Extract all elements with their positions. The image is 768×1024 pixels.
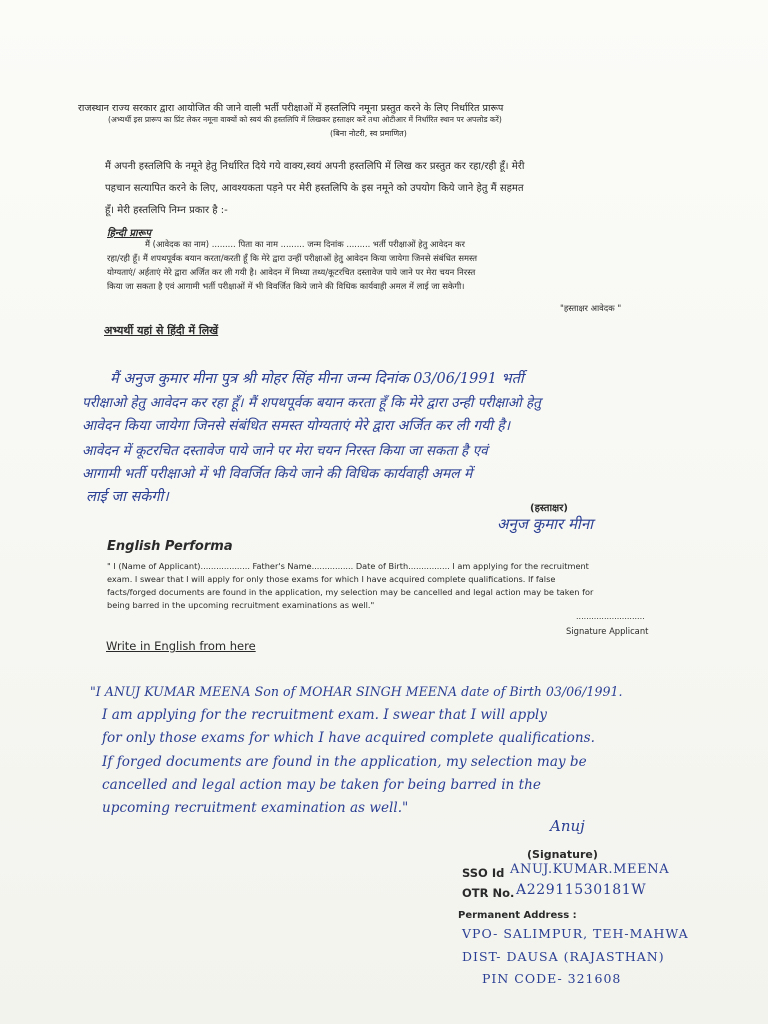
form-subtitle: (अभ्यर्थी इस प्रारूप का प्रिंट लेकर नमूना वाक्यों को स्वयं की हस्तलिपि में लिखकर हस्ताक्षर करें तथा ओटीआर में निर्धारित स्थान पर अपलोड करें)	[108, 115, 502, 124]
english-hand-line-1: "I ANUJ KUMAR MEENA Son of MOHAR SINGH MEENA date of Birth 03/06/1991.	[90, 684, 623, 699]
sso-id-value: ANUJ.KUMAR.MEENA	[510, 862, 670, 877]
hindi-format-line-4: किया जा सकता है एवं आगामी भर्ती परीक्षाओं में भी विवर्जित किये जाने की विधिक कार्यवाही अमल में लाई जा सकेगी।	[107, 281, 465, 291]
english-hand-line-5: cancelled and legal action may be taken for being barred in the	[102, 777, 541, 793]
sso-id-label: SSO Id	[462, 866, 505, 880]
english-write-heading: Write in English from here	[106, 639, 256, 653]
otr-no-value: A22911530181W	[516, 882, 647, 898]
hindi-hand-line-6: लाई जा सकेगी।	[86, 489, 169, 505]
english-signature-label: Signature Applicant	[566, 626, 649, 636]
hindi-handwritten-text	[82, 368, 732, 508]
permanent-address-label: Permanent Address :	[458, 910, 577, 921]
english-hand-line-2: I am applying for the recruitment exam. I swear that I will apply	[102, 707, 547, 723]
hindi-format-heading: हिन्दी प्रारूप	[107, 228, 152, 239]
english-format-line-1: " I (Name of Applicant)................... Father's Name................ Date of Birth................ I am applying for the recruitment	[107, 561, 589, 571]
english-format-line-4: being barred in the upcoming recruitment examinations as well."	[107, 600, 375, 610]
english-hand-line-3: for only those exams for which I have acquired complete qualifications.	[102, 730, 595, 746]
english-signature-dots: ...........................	[576, 612, 645, 621]
hindi-hand-line-5: आगामी भर्ती परीक्षाओ में भी विवर्जित किये जाने की विधिक कार्यवाही अमल में	[82, 466, 473, 482]
hindi-write-heading: अभ्यर्थी यहां से हिंदी में लिखें	[104, 324, 219, 337]
intro-line-3: हूँ। मेरी हस्तलिपि निम्न प्रकार है :-	[105, 205, 228, 216]
address-line-3: PIN CODE- 321608	[482, 971, 622, 986]
hindi-format-line-1: मैं (आवेदक का नाम) ......... पिता का नाम ......... जन्म दिनांक ......... भर्ती परीक्षाओं हेतु आवेदन कर	[145, 239, 465, 249]
form-note: (बिना नोटरी, स्व प्रमाणित)	[330, 129, 407, 138]
english-signature: Anuj	[550, 817, 585, 835]
hindi-signature: अनुज कुमार मीना	[497, 515, 594, 533]
hindi-hand-line-3: आवेदन किया जायेगा जिनसे संबंधित समस्त योग्यताएं मेरे द्वारा अर्जित कर ली गयी है।	[82, 418, 511, 434]
english-signature-caption: (Signature)	[527, 848, 598, 861]
intro-line-2: पहचान सत्यापित करने के लिए, आवश्यकता पड़ने पर मेरी हस्तलिपि के इस नमूने को उपयोग किये जाने हेतु मैं सहमत	[105, 183, 524, 194]
hindi-hand-line-1: मैं अनुज कुमार मीना पुत्र श्री मोहर सिंह मीना जन्म दिनांक 03/06/1991 भर्ती	[110, 371, 524, 387]
hindi-signature-label: "हस्ताक्षर आवेदक "	[560, 303, 622, 313]
address-line-1: VPO- SALIMPUR, TEH-MAHWA	[462, 926, 689, 941]
hindi-signature-caption: (हस्ताक्षर)	[530, 503, 568, 514]
address-line-2: DIST- DAUSA (RAJASTHAN)	[462, 949, 665, 964]
english-format-line-2: exam. I swear that I will apply for only those exams for which I have acquired complete qualifications. If false	[107, 574, 556, 584]
english-handwritten-text	[90, 684, 750, 824]
otr-no-label: OTR No.	[462, 886, 515, 900]
english-hand-line-4: If forged documents are found in the application, my selection may be	[102, 754, 587, 770]
hindi-hand-line-4: आवेदन में कूटरचित दस्तावेज पाये जाने पर मेरा चयन निरस्त किया जा सकता है एवं	[82, 443, 488, 459]
english-format-line-3: facts/forged documents are found in the application, my selection may be cancelled and legal action may be taken for	[107, 587, 594, 597]
intro-line-1: मैं अपनी हस्तलिपि के नमूने हेतु निर्धारित दिये गये वाक्य,स्वयं अपनी हस्तलिपि में लिख कर प्रस्तुत कर रहा/रही हूँ। मेरी	[105, 161, 525, 172]
hindi-hand-line-2: परीक्षाओ हेतु आवेदन कर रहा हूँ। मैं शपथपूर्वक बयान करता हूँ कि मेरे द्वारा उन्ही परीक्षाओ हेतु	[82, 395, 541, 411]
form-title: राजस्थान राज्य सरकार द्वारा आयोजित की जाने वाली भर्ती परीक्षाओं में हस्तलिपि नमूना प्रस्तुत करने के लिए निर्धारित प्रारूप	[78, 103, 504, 114]
english-hand-line-6: upcoming recruitment examination as well."	[102, 800, 409, 816]
hindi-format-line-2: रहा/रही हूँ। मैं शपथपूर्वक बयान करता/करती हूँ कि मेरे द्वारा उन्हीं परीक्षाओं हेतु आवेदन किया जायेगा जिनसे संबंधित समस्त	[107, 253, 478, 263]
hindi-format-line-3: योग्यताएं/ अर्हताएं मेरे द्वारा अर्जित कर ली गयी है। आवेदन में मिथ्या तथ्य/कूटरचित दस्तावेज पाये जाने पर मेरा चयन निरस्त	[107, 267, 476, 277]
english-format-heading: English Performa	[107, 539, 233, 554]
